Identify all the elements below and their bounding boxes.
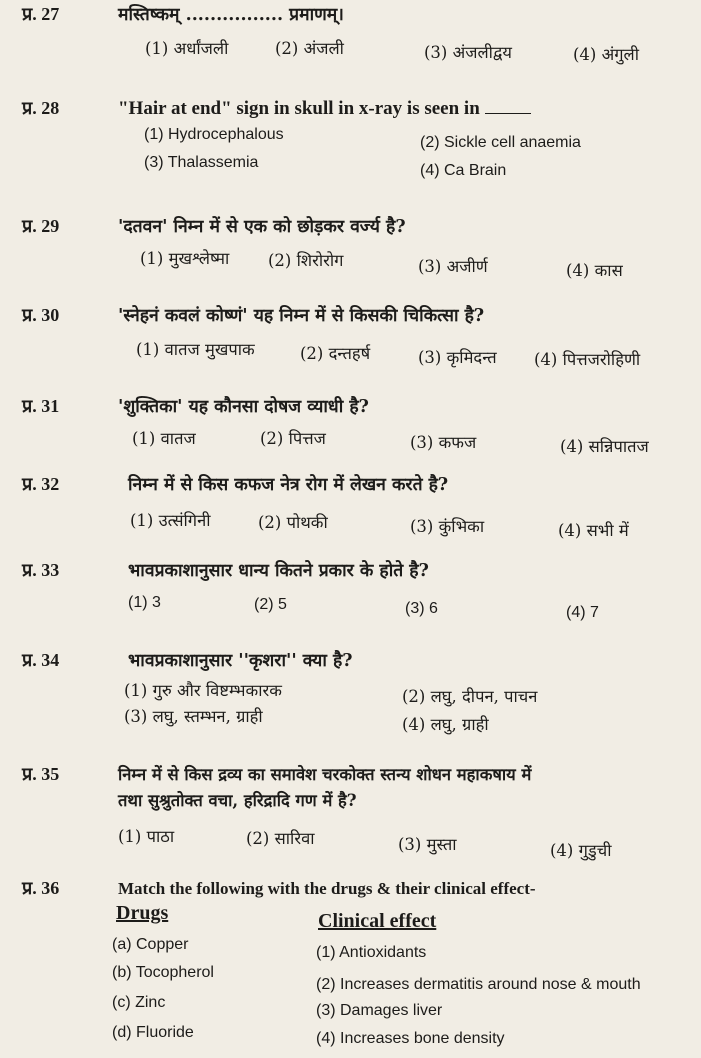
option-1: (1) अर्धांजली (145, 39, 229, 58)
option-2: (2) पित्तज (260, 429, 326, 448)
clinical-effect-column-heading: Clinical effect (318, 910, 437, 932)
question-stem: 'दतवन' निम्न में से एक को छोड़कर वर्ज्य है? (118, 217, 406, 237)
drug-item: (d) Fluoride (112, 1024, 194, 1041)
option-1: (1) Hydrocephalous (144, 126, 284, 143)
option-2: (2) लघु, दीपन, पाचन (402, 687, 538, 706)
option-4: (4) अंगुली (573, 45, 639, 64)
option-1: (1) 3 (128, 594, 161, 611)
question-stem: निम्न में से किस कफज नेत्र रोग में लेखन करते है? (128, 475, 449, 495)
option-1: (1) वातज मुखपाक (136, 340, 255, 359)
question-stem: भावप्रकाशानुसार ''कृशरा'' क्या है? (128, 651, 353, 671)
option-2: (2) सारिवा (246, 829, 315, 848)
option-3: (3) मुस्ता (398, 835, 457, 854)
question-stem: Match the following with the drugs & their clinical effect- (118, 879, 536, 898)
question-stem-line: तथा सुश्रुतोक्त वचा, हरिद्रादि गण में है? (118, 791, 357, 810)
effect-item: (2) Increases dermatitis around nose & mouth (316, 976, 641, 993)
option-2: (2) Sickle cell anaemia (420, 134, 581, 151)
option-3: (3) कृमिदन्त (418, 348, 497, 367)
option-4: (4) सभी में (558, 521, 629, 540)
option-1: (1) पाठा (118, 827, 175, 846)
option-4: (4) लघु, ग्राही (402, 715, 489, 734)
option-4: (4) कास (566, 261, 623, 280)
question-stem-line: निम्न में से किस द्रव्य का समावेश चरकोक्त स्तन्य शोधन महाकषाय में (118, 765, 532, 784)
question-number: प्र. 28 (22, 98, 60, 118)
option-1: (1) वातज (132, 429, 196, 448)
question-number: प्र. 34 (22, 650, 60, 670)
option-3: (3) कफज (410, 433, 477, 452)
effect-item: (4) Increases bone density (316, 1030, 505, 1047)
option-2: (2) दन्तहर्ष (300, 344, 371, 363)
option-1: (1) गुरु और विष्टम्भकारक (124, 681, 282, 700)
question-number: प्र. 30 (22, 305, 60, 325)
question-number: प्र. 33 (22, 560, 60, 580)
question-stem: मस्तिष्कम् ................ प्रमाणम्। (118, 5, 344, 25)
question-number: प्र. 31 (22, 396, 60, 416)
option-2: (2) 5 (254, 596, 287, 613)
question-stem (118, 96, 688, 122)
drug-item: (c) Zinc (112, 994, 166, 1011)
option-4: (4) Ca Brain (420, 162, 507, 179)
option-2: (2) शिरोरोग (268, 251, 344, 270)
option-3: (3) Thalassemia (144, 154, 259, 171)
question-stem: 'शुक्तिका' यह कौनसा दोषज व्याधी है? (118, 397, 369, 417)
option-2: (2) अंजली (275, 39, 344, 58)
option-4: (4) गुडुची (550, 841, 612, 860)
question-number: प्र. 35 (22, 764, 60, 784)
drugs-column-heading: Drugs (116, 902, 169, 924)
effect-item: (3) Damages liver (316, 1002, 443, 1019)
question-number: प्र. 27 (22, 4, 60, 24)
question-number: प्र. 29 (22, 216, 60, 236)
question-number: प्र. 32 (22, 474, 60, 494)
answer-blank (485, 97, 531, 114)
option-3: (3) कुंभिका (410, 517, 485, 536)
option-2: (2) पोथकी (258, 513, 328, 532)
option-1: (1) उत्संगिनी (130, 511, 211, 530)
drug-item: (b) Tocopherol (112, 964, 214, 981)
question-stem (118, 762, 693, 814)
question-stem-text: "Hair at end" sign in skull in x-ray is seen in (118, 98, 480, 119)
effect-item: (1) Antioxidants (316, 944, 427, 961)
question-stem: 'स्नेहनं कवलं कोष्णं' यह निम्न में से किसकी चिकित्सा है? (118, 306, 485, 326)
option-1: (1) मुखश्लेष्मा (140, 249, 230, 268)
option-4: (4) पित्तजरोहिणी (534, 350, 641, 369)
option-3: (3) 6 (405, 600, 438, 617)
option-3: (3) लघु, स्तम्भन, ग्राही (124, 707, 263, 726)
option-3: (3) अंजलीद्वय (424, 43, 512, 62)
option-4: (4) सन्निपातज (560, 437, 649, 456)
question-stem: भावप्रकाशानुसार धान्य कितने प्रकार के होते है? (128, 561, 429, 581)
option-4: (4) 7 (566, 604, 599, 621)
question-number: प्र. 36 (22, 878, 60, 898)
drug-item: (a) Copper (112, 936, 189, 953)
option-3: (3) अजीर्ण (418, 257, 488, 276)
